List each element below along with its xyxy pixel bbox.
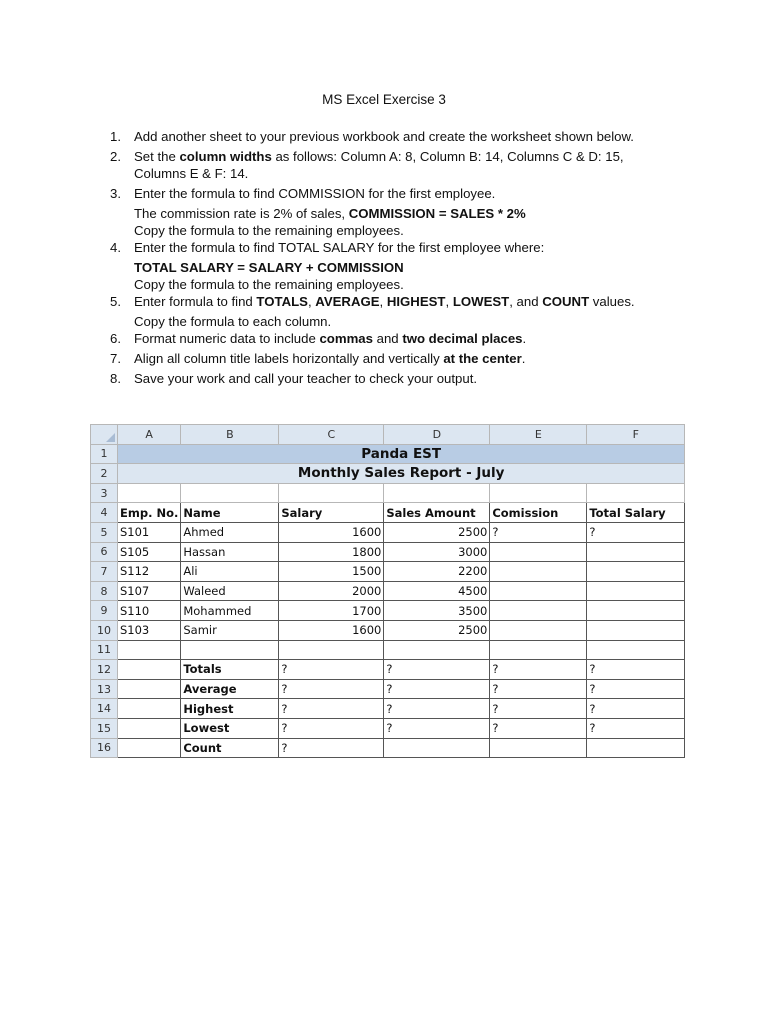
cell[interactable]: ? xyxy=(587,718,685,738)
cell[interactable]: ? xyxy=(384,718,490,738)
summary-label-cell[interactable]: Totals xyxy=(181,660,279,680)
column-header-d[interactable]: D xyxy=(384,425,490,445)
sheet-row xyxy=(91,483,685,503)
cell[interactable] xyxy=(384,483,490,503)
cell[interactable]: S105 xyxy=(118,542,181,562)
cell[interactable]: ? xyxy=(490,679,587,699)
cell[interactable]: Mohammed xyxy=(181,601,279,621)
table-row xyxy=(91,542,685,562)
row-header[interactable]: 10 xyxy=(91,620,118,640)
item-number: 5. xyxy=(110,294,121,309)
column-title-cell[interactable]: Comission xyxy=(490,503,587,523)
list-item xyxy=(110,370,710,387)
cell[interactable]: ? xyxy=(587,522,685,542)
column-title-cell[interactable]: Name xyxy=(181,503,279,523)
report-subtitle-cell[interactable]: Monthly Sales Report - July xyxy=(118,464,685,484)
sheet-row xyxy=(91,464,685,484)
cell[interactable] xyxy=(490,483,587,503)
table-row xyxy=(91,738,685,758)
sheet-row xyxy=(91,503,685,523)
table-row xyxy=(91,679,685,699)
cell[interactable]: ? xyxy=(490,660,587,680)
table-row xyxy=(91,699,685,719)
cell[interactable] xyxy=(181,483,279,503)
cell[interactable]: Hassan xyxy=(181,542,279,562)
item-text: Add another sheet to your previous workbook and create the worksheet shown below. xyxy=(134,129,634,144)
cell[interactable] xyxy=(490,738,587,758)
cell[interactable]: ? xyxy=(384,699,490,719)
cell[interactable]: 1500 xyxy=(279,562,384,582)
cell[interactable]: ? xyxy=(279,699,384,719)
list-item: 3. Enter the formula to find COMMISSION for the first employee. The commission rate is 2% of sales, COMMISSION = SALES * 2% Copy the formula to the remaining employees. xyxy=(110,186,526,238)
cell[interactable] xyxy=(490,542,587,562)
column-header-row xyxy=(91,425,685,445)
row-header[interactable]: 5 xyxy=(91,522,118,542)
row-header[interactable]: 3 xyxy=(91,483,118,503)
sheet-row xyxy=(91,444,685,464)
cell[interactable]: ? xyxy=(490,699,587,719)
cell[interactable]: 2500 xyxy=(384,620,490,640)
cell[interactable]: 3000 xyxy=(384,542,490,562)
cell[interactable] xyxy=(587,601,685,621)
cell[interactable] xyxy=(118,483,181,503)
cell[interactable]: 1600 xyxy=(279,522,384,542)
cell[interactable]: S103 xyxy=(118,620,181,640)
cell[interactable]: ? xyxy=(587,699,685,719)
column-title-cell[interactable]: Total Salary xyxy=(587,503,685,523)
sheet-row xyxy=(91,640,685,660)
summary-label-cell[interactable]: Count xyxy=(181,738,279,758)
column-header-e[interactable]: E xyxy=(490,425,587,445)
item-number: 4. xyxy=(110,240,121,255)
table-row xyxy=(91,601,685,621)
cell[interactable] xyxy=(587,581,685,601)
summary-label-cell[interactable]: Lowest xyxy=(181,718,279,738)
item-text: Save your work and call your teacher to check your output. xyxy=(134,371,478,386)
row-header[interactable]: 8 xyxy=(91,581,118,601)
cell[interactable]: 2500 xyxy=(384,522,490,542)
row-header[interactable]: 6 xyxy=(91,542,118,562)
table-row xyxy=(91,620,685,640)
row-header[interactable]: 4 xyxy=(91,503,118,523)
select-all-corner[interactable] xyxy=(91,425,118,445)
list-item: 4. Enter the formula to find TOTAL SALARY for the first employee where: TOTAL SALARY = SALARY + COMMISSION Copy the formula to the remaining employees. xyxy=(110,240,545,292)
cell[interactable]: ? xyxy=(587,660,685,680)
cell[interactable]: S101 xyxy=(118,522,181,542)
document-title: MS Excel Exercise 3 xyxy=(322,92,446,107)
column-title-cell[interactable]: Sales Amount xyxy=(384,503,490,523)
cell[interactable] xyxy=(118,679,181,699)
item-number: 8. xyxy=(110,371,121,386)
column-title-cell[interactable]: Emp. No. xyxy=(118,503,181,523)
cell[interactable] xyxy=(181,640,279,660)
column-header-f[interactable]: F xyxy=(587,425,685,445)
cell[interactable] xyxy=(490,620,587,640)
cell[interactable] xyxy=(384,640,490,660)
table-row xyxy=(91,660,685,680)
item-number: 6. xyxy=(110,331,121,346)
cell[interactable] xyxy=(384,738,490,758)
row-header[interactable]: 15 xyxy=(91,718,118,738)
cell[interactable]: S110 xyxy=(118,601,181,621)
cell[interactable] xyxy=(118,640,181,660)
table-row xyxy=(91,562,685,582)
cell[interactable]: S107 xyxy=(118,581,181,601)
cell[interactable]: 2000 xyxy=(279,581,384,601)
cell[interactable]: ? xyxy=(279,660,384,680)
list-item: 7. Align all column title labels horizontally and vertically at the center. xyxy=(110,351,526,366)
cell[interactable]: 3500 xyxy=(384,601,490,621)
cell[interactable]: ? xyxy=(490,522,587,542)
cell[interactable]: 1700 xyxy=(279,601,384,621)
cell[interactable] xyxy=(279,640,384,660)
cell[interactable] xyxy=(587,738,685,758)
column-title-cell[interactable]: Salary xyxy=(279,503,384,523)
row-header[interactable]: 9 xyxy=(91,601,118,621)
item-number: 1. xyxy=(110,129,121,144)
cell[interactable]: Samir xyxy=(181,620,279,640)
cell[interactable] xyxy=(118,660,181,680)
cell[interactable] xyxy=(490,640,587,660)
item-number: 2. xyxy=(110,149,121,164)
table-row xyxy=(91,522,685,542)
list-item: 2. Set the column widths as follows: Column A: 8, Column B: 14, Columns C & D: 15, Columns E & F: 14. xyxy=(110,149,624,181)
row-header[interactable]: 2 xyxy=(91,464,118,484)
cell[interactable] xyxy=(490,601,587,621)
item-number: 7. xyxy=(110,351,121,366)
cell[interactable]: 1600 xyxy=(279,620,384,640)
cell[interactable] xyxy=(587,562,685,582)
row-header[interactable]: 11 xyxy=(91,640,118,660)
spreadsheet xyxy=(90,424,685,758)
row-header[interactable]: 1 xyxy=(91,444,118,464)
item-number: 3. xyxy=(110,186,121,201)
cell[interactable] xyxy=(587,483,685,503)
select-all-triangle-icon xyxy=(106,433,115,442)
summary-label-cell[interactable]: Average xyxy=(181,679,279,699)
column-header-a[interactable]: A xyxy=(118,425,181,445)
cell[interactable]: 2200 xyxy=(384,562,490,582)
cell[interactable] xyxy=(587,620,685,640)
list-item: 6. Format numeric data to include commas and two decimal places. xyxy=(110,331,527,346)
cell[interactable] xyxy=(587,542,685,562)
row-header[interactable]: 12 xyxy=(91,660,118,680)
table-row xyxy=(91,581,685,601)
cell[interactable]: ? xyxy=(490,718,587,738)
row-header[interactable]: 16 xyxy=(91,738,118,758)
row-header[interactable]: 7 xyxy=(91,562,118,582)
cell[interactable] xyxy=(118,718,181,738)
column-header-c[interactable]: C xyxy=(279,425,384,445)
cell[interactable]: ? xyxy=(279,718,384,738)
cell[interactable]: ? xyxy=(384,660,490,680)
row-header[interactable]: 13 xyxy=(91,679,118,699)
cell[interactable] xyxy=(490,562,587,582)
cell[interactable] xyxy=(279,483,384,503)
cell[interactable] xyxy=(587,640,685,660)
summary-label-cell[interactable]: Highest xyxy=(181,699,279,719)
column-header-b[interactable]: B xyxy=(181,425,279,445)
list-item: 5. Enter formula to find TOTALS, AVERAGE, HIGHEST, LOWEST, and COUNT values. Copy the formula to each column. xyxy=(110,294,635,329)
report-title-cell[interactable]: Panda EST xyxy=(118,444,685,464)
cell[interactable]: 4500 xyxy=(384,581,490,601)
cell[interactable]: 1800 xyxy=(279,542,384,562)
cell[interactable]: ? xyxy=(587,679,685,699)
cell[interactable] xyxy=(490,581,587,601)
instructions-list xyxy=(110,128,710,387)
cell[interactable] xyxy=(118,699,181,719)
row-header[interactable]: 14 xyxy=(91,699,118,719)
cell[interactable]: ? xyxy=(279,679,384,699)
cell[interactable]: ? xyxy=(384,679,490,699)
cell[interactable]: ? xyxy=(279,738,384,758)
table-row xyxy=(91,718,685,738)
cell[interactable]: S112 xyxy=(118,562,181,582)
cell[interactable]: Ahmed xyxy=(181,522,279,542)
cell[interactable] xyxy=(118,738,181,758)
list-item xyxy=(110,128,710,145)
cell[interactable]: Waleed xyxy=(181,581,279,601)
cell[interactable]: Ali xyxy=(181,562,279,582)
